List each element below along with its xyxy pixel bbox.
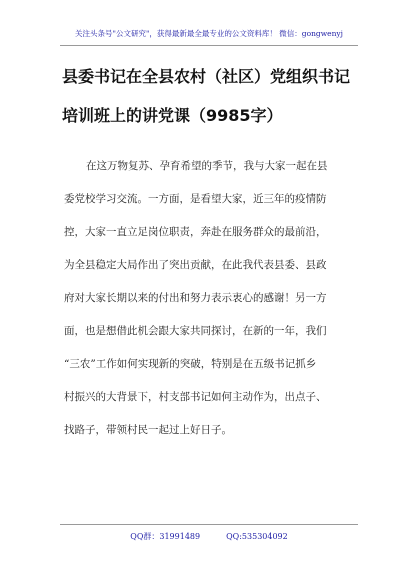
footer-qq-contact: QQ:535304092 — [226, 532, 288, 541]
body-line: 委党校学习交流。一方面，是看望大家，近三年的疫情防 — [64, 193, 327, 205]
header-banner: 关注头条号"公文研究"，获得最新最全最专业的公文资料库！ 微信：gongwenyj — [75, 29, 343, 38]
document-title-line-2: 培训班上的讲党课（9985字） — [62, 106, 283, 125]
body-line: 控，大家一直立足岗位职责，奔赴在服务群众的最前沿， — [64, 226, 327, 238]
body-text — [64, 150, 364, 447]
document-title-line-1: 县委书记在全县农村（社区）党组织书记 — [62, 67, 351, 86]
body-line: 找路子，带领村民一起过上好日子。 — [64, 424, 232, 436]
body-line: 村振兴的大背景下，村支部书记如何主动作为，出点子、 — [64, 391, 327, 403]
body-line: “三农”工作如何实现新的突破，特别是在五级书记抓乡 — [64, 358, 317, 370]
body-line: 在这万物复苏、孕育希望的季节，我与大家一起在县 — [86, 160, 328, 172]
footer — [60, 530, 358, 544]
body-line: 府对大家长期以来的付出和努力表示衷心的感谢！另一方 — [64, 292, 327, 304]
footer-qq-group: QQ群：31991489 — [130, 532, 201, 541]
body-line: 为全县稳定大局作出了突出贡献，在此我代表县委、县政 — [64, 259, 327, 271]
body-line: 面，也是想借此机会跟大家共同探讨，在新的一年，我们 — [64, 325, 327, 337]
header-divider — [60, 45, 358, 46]
footer-divider — [60, 524, 358, 525]
